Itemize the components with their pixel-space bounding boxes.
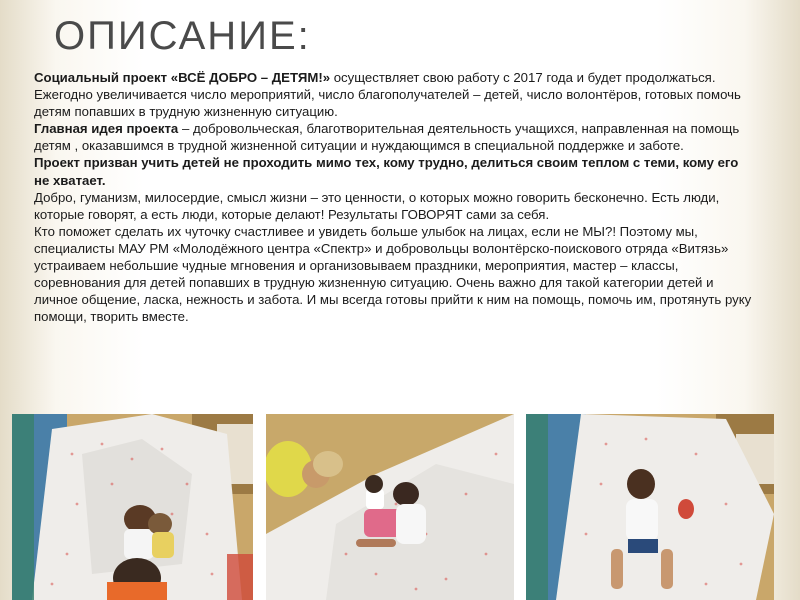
paragraph-main-idea [34, 120, 756, 154]
photo-children-in-hammock [12, 414, 253, 600]
paragraph-values: Добро, гуманизм, милосердие, смысл жизни – это ценности, о которых можно говорить бесконечно. Есть люди, которые говорят, а есть люди, которые делают! Результаты ГОВОРЯТ сами за себя. [34, 189, 720, 222]
paragraph-growth: Ежегодно увеличивается число мероприятий, число благополучателей – детей, число волонтёров, готовых помочь детям попавших в трудную жизненную ситуацию. [34, 87, 741, 120]
project-name: Социальный проект «ВСЁ ДОБРО – ДЕТЯМ!» [34, 70, 331, 85]
paragraph-team: Кто поможет сделать их чуточку счастливее и увидеть больше улыбок на лицах, если не МЫ?! Поэтому мы, специалисты МАУ РМ «Молодёжного центра «Спектр» и добровольцы волонтёрско-поискового отряда «Витязь» устраиваем небольшие чудные мгновения и организовываем праздники, мероприятия, мастер – классы, соревнования для детей попавших в трудную жизненную ситуацию. Очень важно для такой категории детей и личное общение, ласка, нежность и забота. И мы всегда готовы прийти к ним на помощь, помочь им, протянуть руку помощи, творить вместе. [34, 223, 752, 325]
photo-child-in-hammock-icon [526, 414, 774, 600]
slide-title: ОПИСАНИЕ: [54, 14, 311, 58]
paragraph-intro [34, 69, 756, 86]
photo-child-in-hammock [526, 414, 774, 600]
description-text [34, 69, 756, 325]
intro-rest: осуществляет свою работу с 2017 года и будет продолжаться. [330, 70, 716, 85]
mission-text: Проект призван учить детей не проходить мимо тех, кому трудно, делиться своим теплом с теми, кому его не хватает. [34, 155, 739, 188]
photo-children-in-hammock-icon [12, 414, 253, 600]
photo-children-playing-icon [266, 414, 514, 600]
paragraph-mission [34, 154, 756, 188]
main-idea-rest: – добровольческая, благотворительная деятельность учащихся, направленная на помощь детям , оказавшимся в трудной жизненной ситуации и нуждающимся в специальной поддержке и заботе. [34, 121, 740, 154]
photo-children-playing [266, 414, 514, 600]
main-idea-label: Главная идея проекта [34, 121, 179, 137]
